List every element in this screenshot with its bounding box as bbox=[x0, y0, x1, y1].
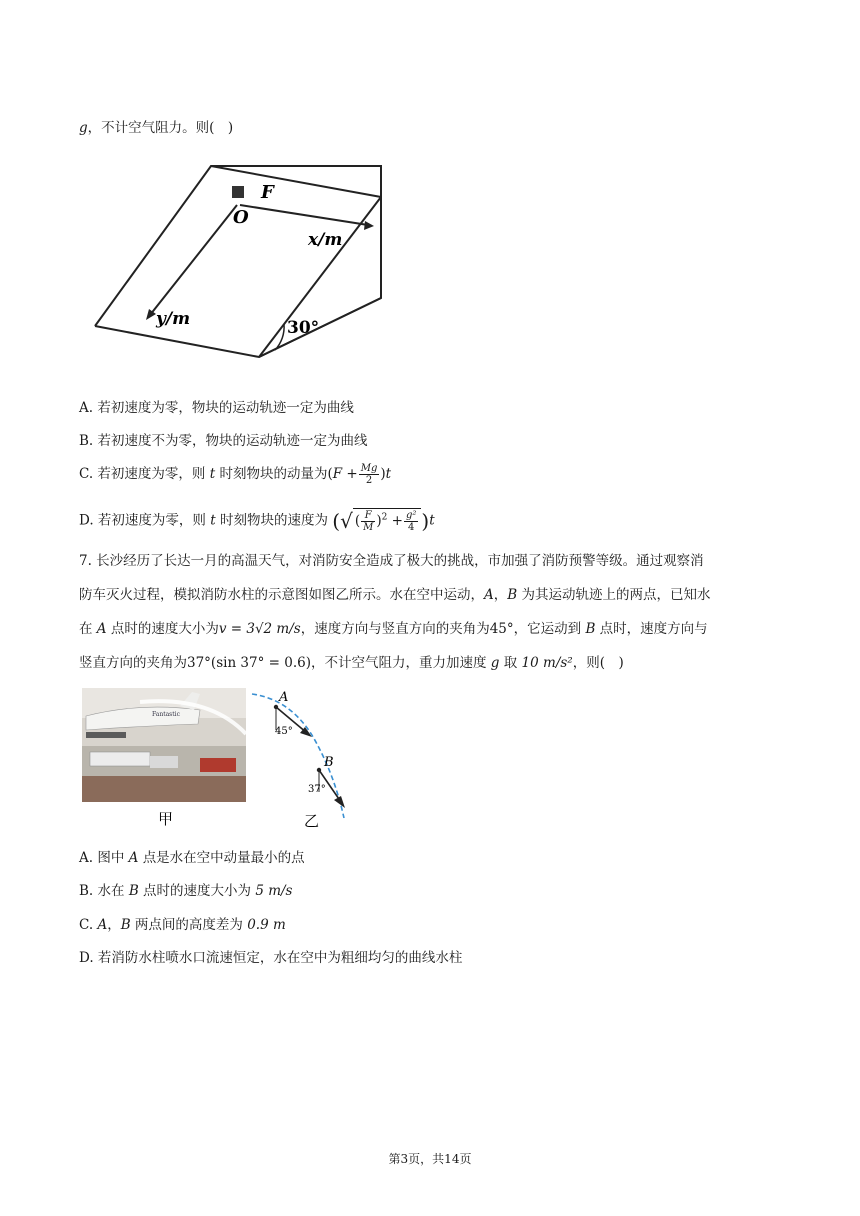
q6-option-b bbox=[79, 429, 368, 449]
plane-text: Fantastic bbox=[152, 711, 180, 718]
q7-line-3 bbox=[79, 612, 779, 646]
q7-line-1-text: 7. 长沙经历了长达一月的高温天气，对消防安全造成了极大的挑战，市加强了消防预警等级。通过观察消 bbox=[79, 553, 704, 569]
block bbox=[232, 186, 244, 198]
q7-c-point-b: B bbox=[120, 917, 131, 933]
q6-c-prefix: C. 若初速度为零，则 bbox=[79, 466, 206, 482]
q6-c-t: t bbox=[209, 466, 216, 482]
q6-d-frac2 bbox=[404, 510, 418, 533]
q6-c-t2: t bbox=[385, 466, 392, 482]
force-label: F bbox=[261, 182, 274, 203]
q7-velocity: v = 3√2 m/s bbox=[218, 621, 301, 637]
q7-line-3b: 点时的速度大小为 bbox=[110, 621, 219, 637]
q6-d-frac2-den: 4 bbox=[408, 522, 415, 533]
q7-line-3a: 在 bbox=[79, 621, 93, 637]
q7-c-2: 两点间的高度差为 bbox=[134, 917, 243, 933]
q7-c-value: 0.9 m bbox=[247, 917, 286, 933]
q7-stem bbox=[79, 544, 779, 680]
q6-option-c: C. 若初速度为零，则 t 时刻物块的动量为(F + $\frac{Mg}{2}$ )t bbox=[79, 463, 392, 486]
q7-line-4c: ，则( ) bbox=[572, 655, 624, 671]
point-b-label: B bbox=[324, 755, 334, 770]
q7-line-4a: 竖直方向的夹角为37°(sin 37° = 0.6)，不计空气阻力，重力加速度 bbox=[79, 655, 487, 671]
q6-c-fraction bbox=[359, 463, 380, 486]
q6-option-d bbox=[79, 508, 435, 534]
point-a-label: A bbox=[279, 690, 289, 705]
q7-option-b bbox=[79, 879, 293, 899]
q6-c-frac-den: 2 bbox=[365, 475, 373, 486]
diagram-label: 乙 bbox=[304, 812, 320, 830]
angle-label: 30° bbox=[287, 318, 320, 338]
q7-line-4b: 取 bbox=[503, 655, 518, 671]
y-axis bbox=[150, 205, 237, 315]
sqrt-sign: √ bbox=[340, 509, 353, 533]
q6-d-t: t bbox=[210, 512, 216, 529]
photo bbox=[82, 688, 246, 802]
angle-b-label: 37° bbox=[308, 784, 326, 795]
q7-c-point-a: A bbox=[97, 917, 108, 933]
q6-option-b-text: B. 若初速度不为零，物块的运动轨迹一定为曲线 bbox=[79, 433, 368, 449]
q6-c-F: F bbox=[332, 466, 343, 482]
q7-line-3c: ，速度方向与竖直方向的夹角为45°，它运动到 bbox=[300, 621, 582, 637]
q6-d-radicand: ( $\frac{F}{M}$ )$^2$ + $\frac{\text{g²}}{4}$ bbox=[353, 508, 422, 534]
q7-c-1: C. bbox=[79, 917, 94, 933]
x-axis-arrow bbox=[364, 221, 374, 230]
q6-d-t2: t bbox=[429, 512, 435, 529]
q7-g: g bbox=[490, 655, 500, 671]
firefighting-figure bbox=[80, 686, 370, 831]
q6-c-mid: 时刻物块的动量为 bbox=[219, 466, 328, 482]
q6-d-mid: 时刻物块的速度为 bbox=[219, 512, 328, 529]
photo-label: 甲 bbox=[158, 810, 174, 828]
q7-point-b-2: B bbox=[585, 621, 596, 637]
q7-g-value: 10 m/s² bbox=[521, 655, 573, 671]
q6-option-a-text: A. 若初速度为零，物块的运动轨迹一定为曲线 bbox=[79, 400, 354, 416]
page-footer: 第3页，共14页 bbox=[388, 1152, 472, 1166]
q7-d-text: D. 若消防水柱喷水口流速恒定，水在空中为粗细均匀的曲线水柱 bbox=[79, 950, 463, 966]
q7-a-1: A. 图中 bbox=[79, 850, 125, 866]
x-axis-label: x/m bbox=[308, 230, 343, 250]
q7-line-4 bbox=[79, 646, 779, 680]
intro-text: ，不计空气阻力。则( ) bbox=[87, 120, 234, 136]
q6-d-frac1-den: M bbox=[363, 522, 374, 533]
q7-b-point: B bbox=[128, 883, 139, 899]
q7-line-2: 防车灭火过程，模拟消防水柱的示意图如图乙所示。水在空中运动，A，B 为其运动轨迹上的两点，已知水 bbox=[79, 587, 711, 603]
q6-d-close-paren: ) bbox=[421, 509, 430, 533]
q7-point-a-2: A bbox=[96, 621, 107, 637]
x-axis bbox=[240, 205, 368, 225]
q7-b-1: B. 水在 bbox=[79, 883, 125, 899]
q7-option-c: C. A，B 两点间的高度差为 0.9 m bbox=[79, 917, 286, 933]
q6-d-frac1 bbox=[361, 510, 375, 533]
q7-a-point: A bbox=[128, 850, 139, 866]
incline-figure bbox=[70, 150, 410, 370]
q7-point-b: B bbox=[507, 587, 518, 603]
velocity-b-arrow bbox=[334, 796, 345, 808]
intro-line bbox=[79, 116, 233, 136]
q6-d-frac1-num: F bbox=[361, 510, 375, 522]
angle-a-label: 45° bbox=[275, 726, 293, 737]
y-axis-label: y/m bbox=[156, 309, 191, 329]
q7-b-2: 点时的速度大小为 bbox=[143, 883, 252, 899]
q6-d-frac2-num: g² bbox=[405, 510, 417, 521]
q7-line-1 bbox=[79, 544, 779, 578]
q7-option-d bbox=[79, 946, 462, 966]
var-g: g bbox=[79, 120, 88, 136]
q6-c-frac-num: Mg bbox=[360, 463, 378, 474]
q7-line-2a: 防车灭火过程，模拟消防水柱的示意图如图乙所示。水在空中运动， bbox=[79, 587, 484, 603]
q6-d-formula: ( bbox=[332, 509, 341, 533]
q7-a-2: 点是水在空中动量最小的点 bbox=[142, 850, 305, 866]
origin-label: O bbox=[233, 207, 249, 228]
q7-option-a bbox=[79, 846, 305, 866]
q7-line-2b: 为其运动轨迹上的两点，已知水 bbox=[521, 587, 711, 603]
q7-b-value: 5 m/s bbox=[255, 883, 293, 899]
q7-line-3d: 点时，速度方向与 bbox=[599, 621, 708, 637]
q6-d-prefix: D. 若初速度为零，则 bbox=[79, 512, 206, 529]
q7-point-a: A bbox=[484, 587, 494, 603]
q6-option-a bbox=[79, 396, 354, 416]
